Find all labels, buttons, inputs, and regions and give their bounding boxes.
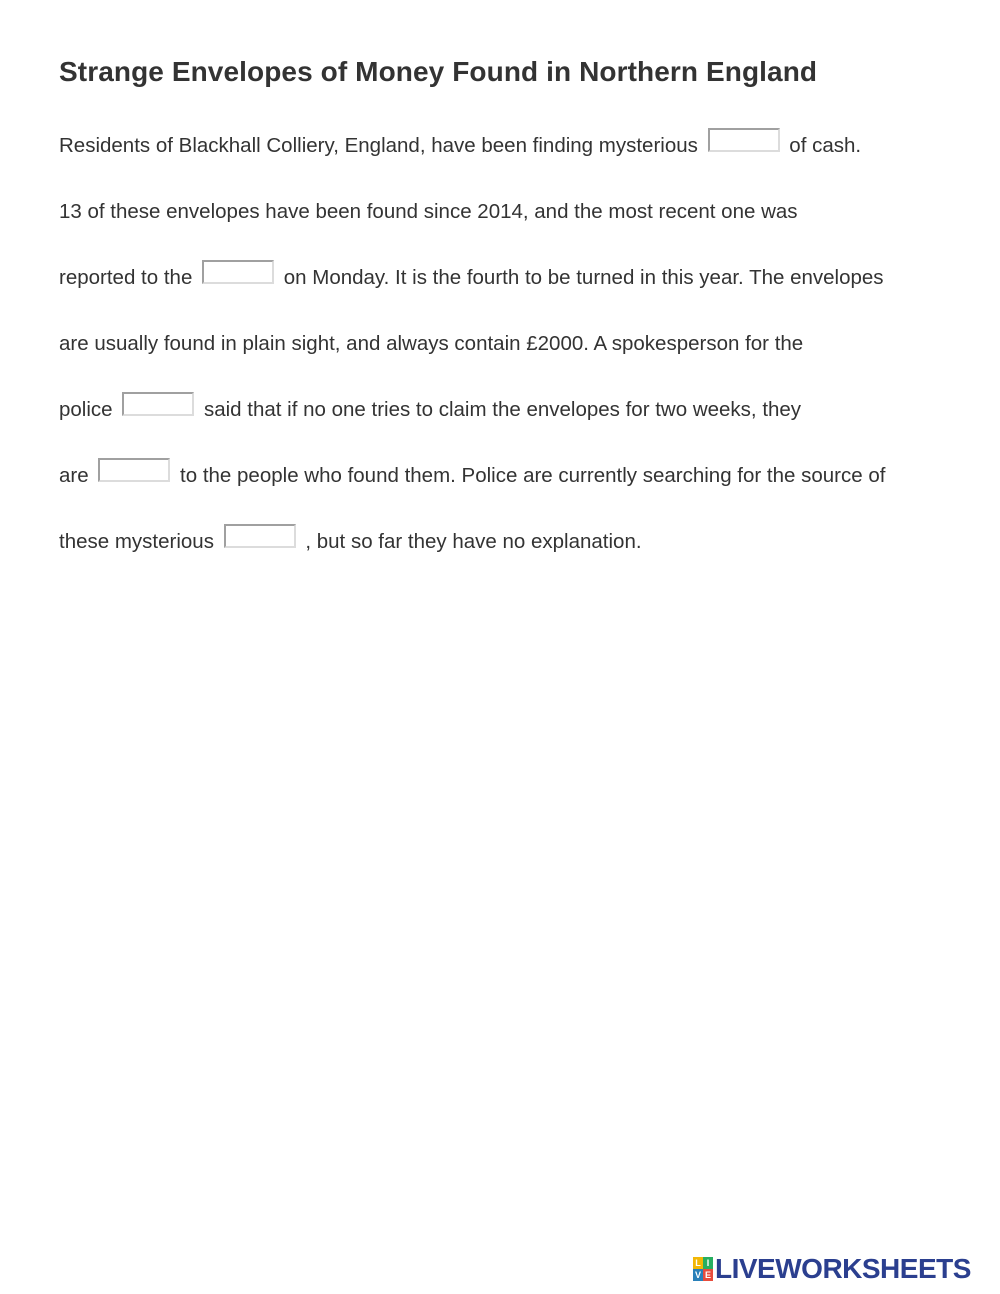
paragraph-line-2: [59, 192, 798, 232]
logo-mark-l: L: [693, 1257, 703, 1269]
line-7-text-after: , but so far they have no explanation.: [305, 530, 642, 553]
paragraph-line-5: [59, 390, 801, 430]
liveworksheets-logo-text: LIVEWORKSHEETS: [715, 1253, 971, 1284]
answer-blank-5[interactable]: [224, 524, 296, 548]
line-6-text-before: are: [59, 464, 89, 487]
answer-blank-1[interactable]: [708, 128, 780, 152]
line-1-text-after: of cash.: [789, 134, 862, 157]
line-2-text: 13 of these envelopes have been found since 2014, and the most recent one was: [59, 200, 798, 223]
line-3-text-after: on Monday. It is the fourth to be turned in this year. The envelopes: [283, 266, 884, 289]
line-5-text-before: police: [59, 398, 113, 421]
line-4-text: are usually found in plain sight, and always contain £2000. A spokesperson for the: [59, 332, 804, 355]
paragraph-line-3: [59, 258, 884, 298]
worksheet-title: Strange Envelopes of Money Found in Northern England: [59, 56, 818, 87]
paragraph-line-6: [59, 456, 885, 496]
paragraph-line-7: [59, 522, 642, 562]
logo-mark-i: I: [703, 1257, 713, 1269]
logo-mark-e: E: [704, 1269, 711, 1280]
line-5-text-after: said that if no one tries to claim the envelopes for two weeks, they: [203, 398, 802, 421]
answer-blank-2[interactable]: [202, 260, 274, 284]
liveworksheets-logo-icon: [693, 1257, 713, 1281]
line-6-text-after: to the people who found them. Police are currently searching for the source of: [180, 464, 886, 487]
line-3-text-before: reported to the: [59, 266, 193, 289]
line-1-text-before: Residents of Blackhall Colliery, England, have been finding mysterious: [59, 134, 698, 157]
answer-blank-4[interactable]: [98, 458, 170, 482]
liveworksheets-logo: [693, 1254, 971, 1284]
logo-mark-v: V: [694, 1269, 701, 1280]
answer-blank-3[interactable]: [122, 392, 194, 416]
paragraph-line-1: [59, 126, 861, 166]
line-7-text-before: these mysterious: [59, 530, 214, 553]
paragraph-line-4: [59, 324, 803, 364]
